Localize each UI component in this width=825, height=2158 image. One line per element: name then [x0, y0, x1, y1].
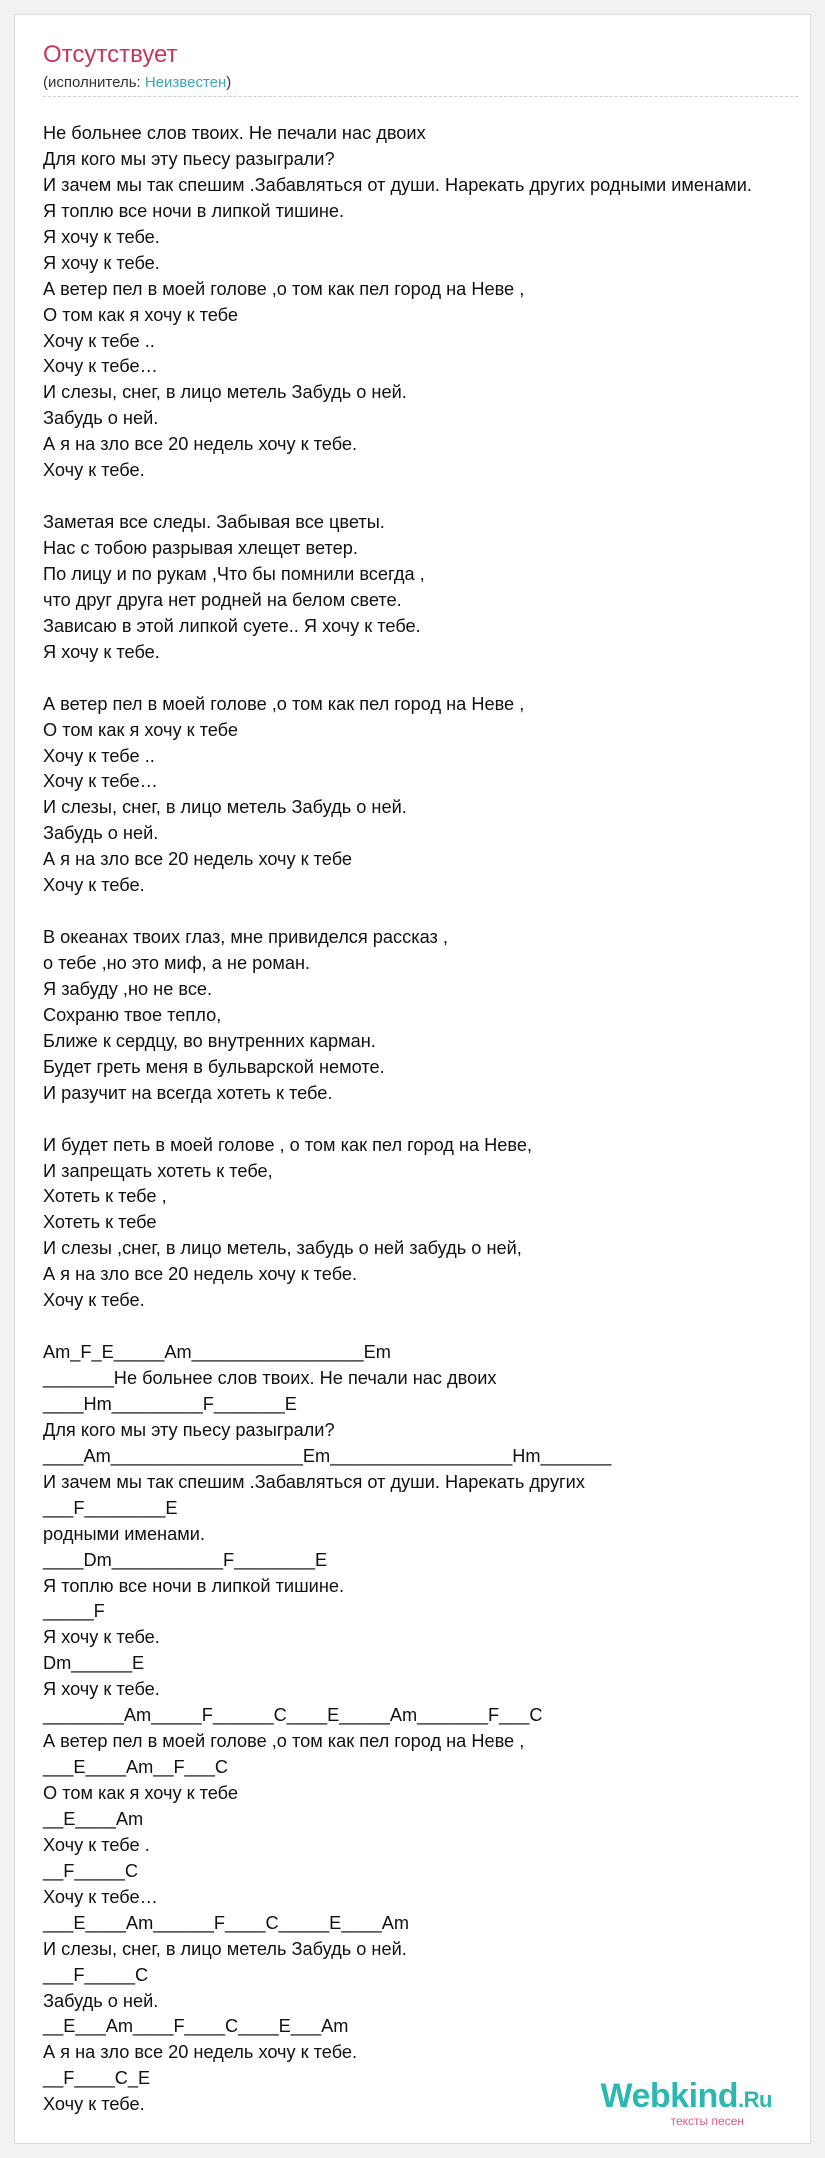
lyric-line — [43, 1314, 811, 1340]
lyric-line: ____Hm_________F_______E — [43, 1393, 297, 1414]
performer-line — [43, 75, 798, 97]
lyric-line: И слезы ,снег, в лицо метель, забудь о ней забудь о ней, — [43, 1238, 522, 1259]
page-title: Отсутствует — [43, 41, 178, 68]
logo-wordmark — [601, 2079, 773, 2113]
lyric-line: Забудь о ней. — [43, 1990, 159, 2011]
lyric-line: Хочу к тебе. — [43, 1290, 145, 1311]
lyric-line: Хочу к тебе .. — [43, 745, 155, 766]
lyric-line: А я на зло все 20 недель хочу к тебе — [43, 849, 353, 870]
lyric-line: Хочу к тебе… — [43, 771, 158, 792]
lyric-line: Хочу к тебе. — [43, 2094, 145, 2115]
lyric-line: О том как я хочу к тебе — [43, 1783, 238, 1803]
lyric-line: Хочу к тебе .. — [43, 330, 155, 351]
lyric-line: ____Dm___________F________E — [43, 1549, 328, 1570]
lyric-line: И зачем мы так спешим .Забавляться от души. Нарекать других родными именами. — [43, 174, 752, 195]
lyric-line: А я на зло все 20 недель хочу к тебе. — [43, 434, 358, 455]
performer-prefix: (исполнитель: — [43, 74, 145, 91]
lyric-line: Я топлю все ночи в липкой тишине. — [43, 200, 345, 221]
lyric-line: И зачем мы так спешим .Забавляться от души. Нарекать других — [43, 1471, 585, 1492]
lyric-line: Забудь о ней. — [43, 823, 159, 844]
lyric-line: ___E____Am______F____C_____E____Am — [43, 1912, 410, 1933]
lyric-line: О том как я хочу к тебе — [43, 304, 238, 325]
lyric-line — [43, 1107, 811, 1133]
lyric-line: Нас с тобою разрывая хлещет ветер. — [43, 538, 358, 558]
lyric-line: Забудь о ней. — [43, 408, 159, 429]
logo-brand: Webkind — [600, 2077, 739, 2115]
lyric-line: Я топлю все ночи в липкой тишине. — [43, 1575, 345, 1596]
lyric-line: ___E____Am__F___C — [43, 1757, 229, 1778]
lyric-line: о тебе ,но это миф, а не роман. — [43, 953, 311, 973]
lyric-line: ___F_____C — [43, 1964, 149, 1985]
lyric-line: А я на зло все 20 недель хочу к тебе. — [43, 1264, 358, 1285]
lyric-line: __E____Am — [43, 1808, 144, 1829]
lyric-line: ____Am___________________Em__________________Hm_______ — [43, 1445, 612, 1466]
lyric-line: Хотеть к тебе — [43, 1212, 157, 1233]
lyric-line — [43, 484, 811, 510]
artist-link[interactable]: Неизвестен — [144, 74, 227, 91]
lyric-line: Я забуду ,но не все. — [43, 978, 213, 999]
lyric-line: Зависаю в этой липкой суете.. Я хочу к тебе. — [43, 615, 421, 636]
lyric-line: Для кого мы эту пьесу разыграли? — [43, 148, 335, 169]
lyric-line: И слезы, снег, в лицо метель Забудь о ней. — [43, 797, 407, 818]
lyric-line: Для кого мы эту пьесу разыграли? — [43, 1419, 335, 1440]
lyric-line: Я хочу к тебе. — [43, 1627, 160, 1648]
logo-tagline: тексты песен — [670, 2114, 744, 2128]
lyric-line: И слезы, снег, в лицо метель Забудь о ней. — [43, 1938, 407, 1959]
lyric-line: __F_____C — [43, 1860, 139, 1881]
lyric-line: Я хочу к тебе. — [43, 641, 160, 662]
lyric-line: __F____C_E — [43, 2068, 151, 2089]
lyric-line: Будет греть меня в бульварской немоте. — [43, 1056, 385, 1077]
lyric-line: __E___Am____F____C____E___Am — [43, 2016, 349, 2037]
lyric-line: Сохраню твое тепло, — [43, 1004, 222, 1025]
lyric-line: Хочу к тебе. — [43, 875, 145, 896]
lyric-line: Am_F_E_____Am_________________Em — [43, 1342, 391, 1363]
lyrics-body — [43, 121, 811, 2118]
lyric-line: И разучит на всегда хотеть к тебе. — [43, 1082, 333, 1103]
lyric-line: И запрещать хотеть к тебе, — [43, 1160, 273, 1181]
lyric-line: родными именами. — [43, 1523, 205, 1544]
page-card — [14, 14, 811, 2144]
performer-suffix: ) — [226, 74, 232, 91]
lyric-line: _______Не больнее слов твоих. Не печали нас двоих — [43, 1368, 497, 1388]
lyric-line: А ветер пел в моей голове ,о том как пел город на Неве , — [43, 278, 525, 299]
lyric-line: Хочу к тебе. — [43, 460, 145, 481]
lyric-line: А я на зло все 20 недель хочу к тебе. — [43, 2042, 358, 2063]
lyric-line: Хочу к тебе . — [43, 1834, 150, 1855]
lyric-line: _____F — [43, 1601, 105, 1622]
lyric-line: А ветер пел в моей голове ,о том как пел город на Неве , — [43, 1731, 525, 1752]
lyric-line: ___F________E — [43, 1497, 178, 1518]
lyric-line: Хотеть к тебе , — [43, 1186, 167, 1207]
lyric-line: А ветер пел в моей голове ,о том как пел город на Неве , — [43, 693, 525, 714]
lyric-line: В океанах твоих глаз, мне привиделся рассказ , — [43, 927, 448, 948]
lyric-line: Ближе к сердцу, во внутренних карман. — [43, 1030, 376, 1051]
lyric-line: Не больнее слов твоих. Не печали нас двоих — [43, 123, 426, 143]
lyric-line: Хочу к тебе… — [43, 356, 158, 377]
lyric-line: ________Am_____F______C____E_____Am_______F___C — [43, 1705, 543, 1726]
site-logo[interactable] — [601, 2079, 773, 2127]
lyric-line: По лицу и по рукам ,Что бы помнили всегда , — [43, 563, 425, 584]
lyric-line: Я хочу к тебе. — [43, 1679, 160, 1700]
lyric-line: Хочу к тебе… — [43, 1886, 158, 1907]
lyric-line — [43, 666, 811, 692]
lyric-line: что друг друга нет родней на белом свете. — [43, 589, 402, 610]
lyric-line: Заметая все следы. Забывая все цветы. — [43, 512, 385, 533]
lyric-line: О том как я хочу к тебе — [43, 719, 238, 740]
lyric-line — [43, 899, 811, 925]
lyric-line: Я хочу к тебе. — [43, 226, 160, 247]
lyric-line: Я хочу к тебе. — [43, 252, 160, 273]
logo-tld: .Ru — [738, 2087, 772, 2112]
lyric-line: Dm______E — [43, 1653, 145, 1674]
lyric-line: И будет петь в моей голове , о том как пел город на Неве, — [43, 1134, 533, 1155]
lyric-line: И слезы, снег, в лицо метель Забудь о ней. — [43, 382, 407, 403]
